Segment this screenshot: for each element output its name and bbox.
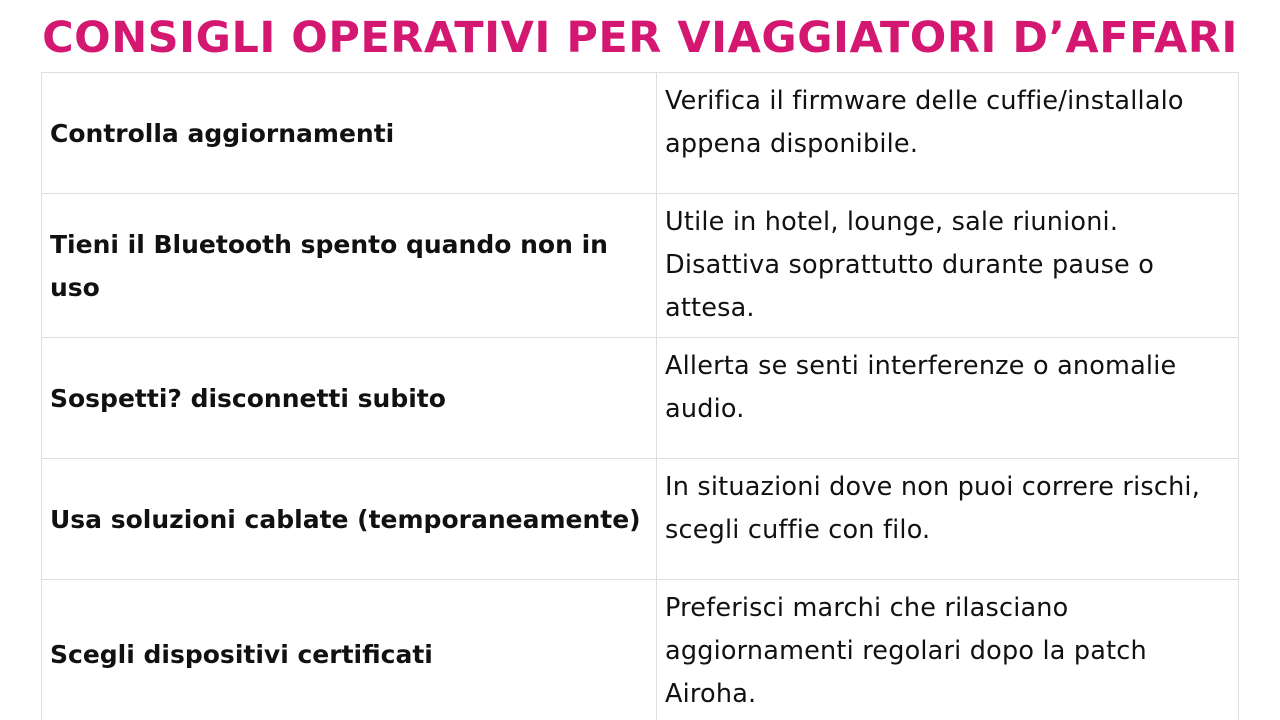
tip-cell: Controlla aggiornamenti [42, 73, 657, 194]
table-row [42, 459, 1239, 580]
page-title: CONSIGLI OPERATIVI PER VIAGGIATORI D’AFFARI [42, 13, 1238, 63]
tip-cell: Scegli dispositivi certificati [42, 580, 657, 720]
table-row [42, 194, 1239, 338]
table-row [42, 580, 1239, 720]
table-row [42, 73, 1239, 194]
tip-cell: Tieni il Bluetooth spento quando non in uso [42, 194, 657, 338]
tip-cell: Usa soluzioni cablate (temporaneamente) [42, 459, 657, 580]
detail-cell: Verifica il firmware delle cuffie/installalo appena disponibile. [657, 73, 1239, 194]
detail-cell: Preferisci marchi che rilasciano aggiornamenti regolari dopo la patch Airoha. [657, 580, 1239, 720]
detail-cell: Utile in hotel, lounge, sale riunioni. Disattiva soprattutto durante pause o attesa. [657, 194, 1239, 338]
tip-cell: Sospetti? disconnetti subito [42, 338, 657, 459]
detail-cell: Allerta se senti interferenze o anomalie audio. [657, 338, 1239, 459]
detail-cell: In situazioni dove non puoi correre rischi, scegli cuffie con filo. [657, 459, 1239, 580]
tips-table [41, 72, 1239, 720]
table-row [42, 338, 1239, 459]
